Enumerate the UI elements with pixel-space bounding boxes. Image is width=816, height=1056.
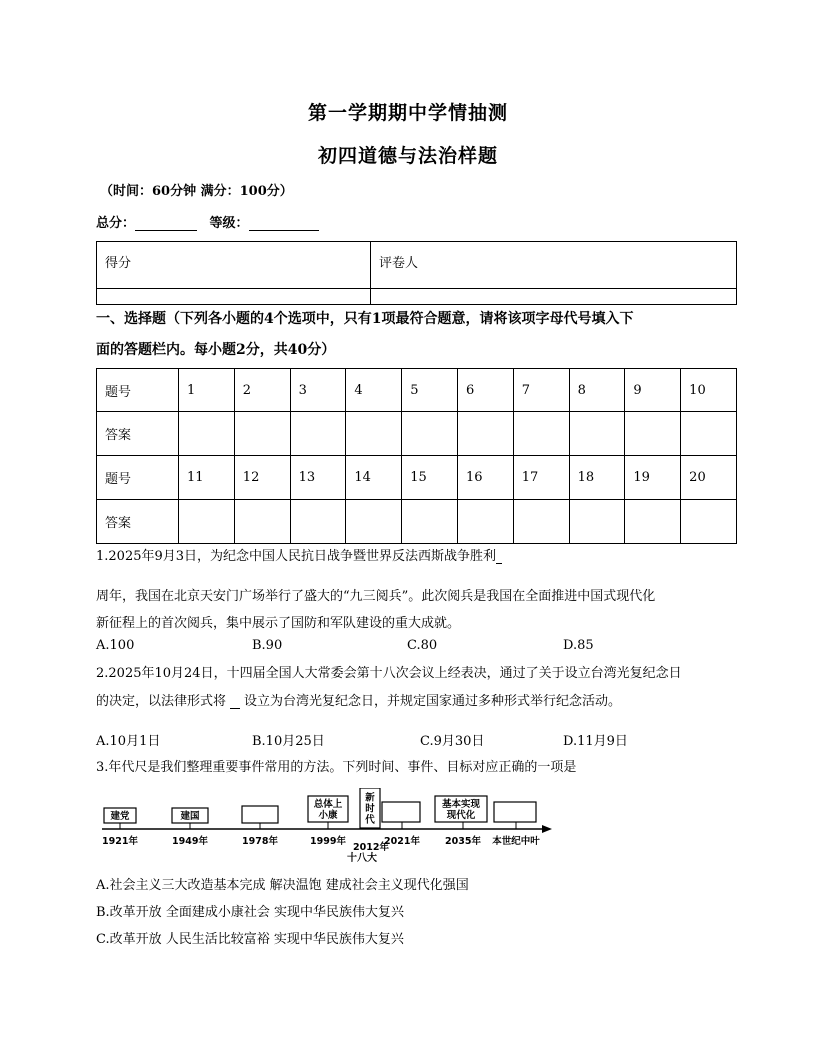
timeline-event-label: 新 <box>365 792 375 804</box>
answer-cell[interactable] <box>681 500 737 544</box>
timeline-event-box <box>242 806 278 823</box>
answer-cell[interactable] <box>179 500 235 544</box>
q1-stem-line2: 周年，我国在北京天安门广场举行了盛大的“九三阅兵”。此次阅兵是我国在全面推进中国式现代化 <box>96 589 656 604</box>
question-number-cell: 6 <box>457 369 513 412</box>
timeline-event-label: 基本实现 <box>441 799 481 810</box>
section1-heading-line1: 一、选择题（下列各小题的4个选项中，只有1项最符合题意，请将该项字母代号填入下 <box>96 311 634 327</box>
grid-row-questions-2 <box>97 456 737 500</box>
grader-header: 评卷人 <box>371 242 737 289</box>
timeline-year-label: 1978年 <box>242 836 278 847</box>
q2-option-a[interactable]: A.10月1日 <box>96 734 161 749</box>
question-number-cell: 16 <box>457 456 513 500</box>
grader-cell[interactable] <box>371 289 737 305</box>
question-number-cell: 17 <box>513 456 569 500</box>
q2-text-a: 的决定，以法律形式将 <box>96 694 227 709</box>
timeline-event-label: 代 <box>365 814 375 826</box>
score-cell[interactable] <box>97 289 371 305</box>
question-number-cell: 3 <box>290 369 346 412</box>
question-number-cell: 11 <box>179 456 235 500</box>
timeline-event-label: 建国 <box>180 811 200 822</box>
timeline-extra-label: 十八大 <box>347 853 377 864</box>
question-number-cell: 2 <box>234 369 290 412</box>
answer-cell[interactable] <box>681 412 737 456</box>
question-number-cell: 19 <box>625 456 681 500</box>
question-number-cell: 15 <box>402 456 458 500</box>
grade-blank[interactable] <box>249 216 319 231</box>
answer-cell[interactable] <box>569 412 625 456</box>
q2-blank[interactable] <box>230 690 240 709</box>
q2-option-d[interactable]: D.11月9日 <box>563 734 628 749</box>
answer-grid-table <box>96 368 737 544</box>
q2-stem-line1: 2.2025年10月24日，十四届全国人大常委会第十八次会议上经表决，通过了关于设立台湾光复纪念日 <box>96 666 682 681</box>
timeline-year-label: 1949年 <box>172 836 208 847</box>
question-number-cell: 5 <box>402 369 458 412</box>
answer-cell[interactable] <box>569 500 625 544</box>
answer-cell[interactable] <box>290 500 346 544</box>
timeline-diagram <box>96 788 560 864</box>
q2-stem-line2 <box>96 690 621 709</box>
page-subtitle: 初四道德与法治样题 <box>317 145 498 167</box>
timeline-year-label: 本世纪中叶 <box>492 836 540 847</box>
answer-cell[interactable] <box>234 500 290 544</box>
q3-stem: 3.年代尺是我们整理重要事件常用的方法。下列时间、事件、目标对应正确的一项是 <box>96 760 577 775</box>
answer-label-cell: 答案 <box>97 500 179 544</box>
q3-option-b[interactable]: B.改革开放 全面建成小康社会 实现中华民族伟大复兴 <box>96 905 404 920</box>
question-number-cell: 8 <box>569 369 625 412</box>
answer-cell[interactable] <box>290 412 346 456</box>
answer-cell[interactable] <box>179 412 235 456</box>
question-number-cell: 4 <box>346 369 402 412</box>
total-blank[interactable] <box>135 216 197 231</box>
q3-option-a[interactable]: A.社会主义三大改造基本完成 解决温饱 建成社会主义现代化强国 <box>96 878 469 893</box>
question-number-cell: 13 <box>290 456 346 500</box>
answer-cell[interactable] <box>457 412 513 456</box>
timeline-event-label: 小康 <box>318 810 338 821</box>
question-label-cell: 题号 <box>97 369 179 412</box>
q1-stem-line1 <box>96 545 502 564</box>
q1-option-a[interactable]: A.100 <box>96 638 135 653</box>
answer-cell[interactable] <box>513 500 569 544</box>
q1-option-c[interactable]: C.80 <box>407 638 438 653</box>
question-number-cell: 12 <box>234 456 290 500</box>
answer-cell[interactable] <box>346 500 402 544</box>
timeline-year-label: 2021年 <box>384 836 420 847</box>
q1-text-1: 1.2025年9月3日，为纪念中国人民抗日战争暨世界反法西斯战争胜利 <box>96 549 497 564</box>
score-table <box>96 241 737 305</box>
q3-option-c[interactable]: C.改革开放 人民生活比较富裕 实现中华民族伟大复兴 <box>96 932 404 947</box>
score-grade-line <box>96 212 319 231</box>
answer-label-cell: 答案 <box>97 412 179 456</box>
answer-cell[interactable] <box>625 412 681 456</box>
exam-time-info: （时间：60分钟 满分：100分） <box>100 184 293 199</box>
answer-cell[interactable] <box>402 500 458 544</box>
timeline-event-label: 时 <box>365 803 375 815</box>
q1-option-d[interactable]: D.85 <box>563 638 594 653</box>
q1-stem-line3: 新征程上的首次阅兵，集中展示了国防和军队建设的重大成就。 <box>96 616 461 631</box>
timeline-event-box <box>382 802 420 822</box>
question-number-cell: 20 <box>681 456 737 500</box>
question-number-cell: 18 <box>569 456 625 500</box>
q1-option-b[interactable]: B.90 <box>252 638 283 653</box>
answer-cell[interactable] <box>346 412 402 456</box>
question-number-cell: 9 <box>625 369 681 412</box>
timeline-arrow <box>542 825 552 833</box>
timeline-event-label: 总体上 <box>313 799 343 810</box>
answer-cell[interactable] <box>457 500 513 544</box>
q2-option-c[interactable]: C.9月30日 <box>420 734 485 749</box>
q1-blank[interactable] <box>496 547 502 564</box>
grid-row-answers-1 <box>97 412 737 456</box>
timeline-year-label: 2035年 <box>445 836 481 847</box>
timeline-event-label: 建党 <box>110 811 130 822</box>
answer-cell[interactable] <box>234 412 290 456</box>
timeline-year-label: 2012年 <box>353 842 389 853</box>
q2-text-b: 设立为台湾光复纪念日，并规定国家通过多种形式举行纪念活动。 <box>244 694 622 709</box>
question-label-cell: 题号 <box>97 456 179 500</box>
answer-cell[interactable] <box>625 500 681 544</box>
answer-cell[interactable] <box>513 412 569 456</box>
grade-label: 等级： <box>209 216 249 231</box>
timeline-event-label: 现代化 <box>446 810 476 821</box>
timeline-year-label: 1921年 <box>102 836 138 847</box>
question-number-cell: 14 <box>346 456 402 500</box>
question-number-cell: 7 <box>513 369 569 412</box>
total-label: 总分： <box>96 216 136 231</box>
score-header: 得分 <box>97 242 371 289</box>
q2-option-b[interactable]: B.10月25日 <box>252 734 325 749</box>
section1-heading-line2: 面的答题栏内。每小题2分，共40分） <box>96 342 336 358</box>
grid-row-answers-2 <box>97 500 737 544</box>
page-title: 第一学期期中学情抽测 <box>307 102 508 124</box>
timeline-year-label: 1999年 <box>310 836 346 847</box>
question-number-cell: 10 <box>681 369 737 412</box>
timeline-event-box <box>494 802 536 822</box>
question-number-cell: 1 <box>179 369 235 412</box>
answer-cell[interactable] <box>402 412 458 456</box>
grid-row-questions-1 <box>97 369 737 412</box>
